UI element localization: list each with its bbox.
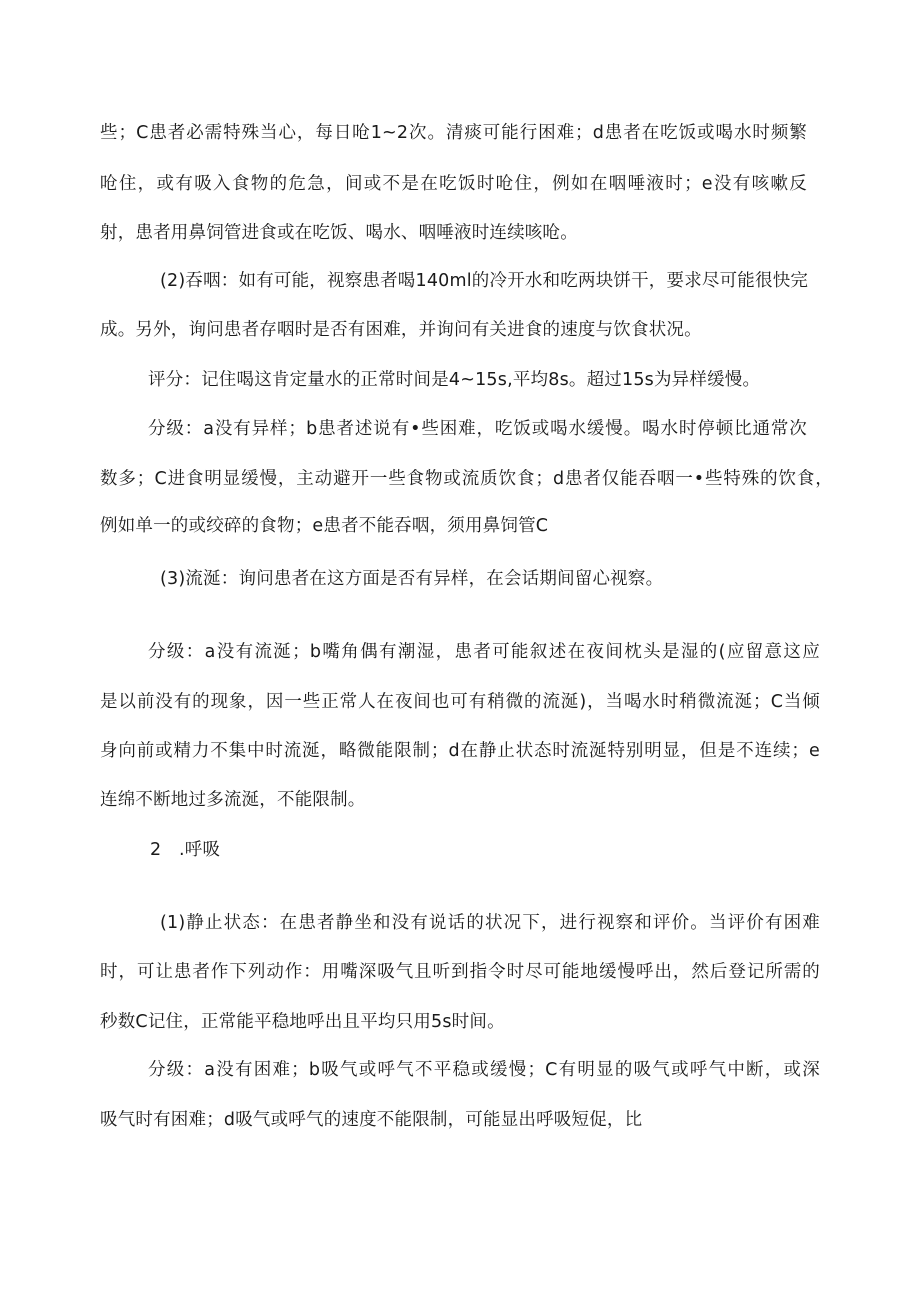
text-line: 些；C患者必需特殊当心，每日呛1~2次。清痰可能行困难；d患者在吃饭或喝水时频繁 xyxy=(100,123,807,143)
text-line: 成。另外，询问患者存咽时是否有困难，并询问有关进食的速度与饮食状况。 xyxy=(100,320,702,340)
text-line: 时，可让患者作下列动作：用嘴深吸气且听到指令时尽可能地缓慢呼出，然后登记所需的 xyxy=(100,962,820,982)
text-line: 数多；C进食明显缓慢，主动避开一些食物或流质饮食；d患者仅能吞咽一•些特殊的饮食， xyxy=(100,469,833,489)
text-line: 秒数C记住，正常能平稳地呼出且平均只用5s时间。 xyxy=(100,1012,505,1032)
scoring-line: 评分：记住喝这肯定量水的正常时间是4~15s,平均8s。超过15s为异样缓慢。 xyxy=(148,370,761,390)
section-item-rest-state: (1)静止状态：在患者静坐和没有说话的状况下，进行视察和评价。当评价有困难 xyxy=(160,913,820,933)
section-item-drooling: (3)流涎：询问患者在这方面是否有异样，在会话期间留心视察。 xyxy=(160,569,664,589)
text-line: 连绵不断地过多流涎，不能限制。 xyxy=(100,790,366,810)
grading-line: 分级：a没有流涎；b嘴角偶有潮湿，患者可能叙述在夜间枕头是湿的(应留意这应 xyxy=(148,642,820,662)
text-line: 呛住，或有吸入食物的危急，间或不是在吃饭时呛住，例如在咽唾液时；e没有咳嗽反 xyxy=(100,174,807,194)
section-item-swallowing: (2)吞咽：如有可能，视察患者喝140ml的冷开水和吃两块饼干，要求尽可能很快完 xyxy=(160,271,809,291)
section-heading-breathing: 2 .呼吸 xyxy=(150,840,221,860)
text-line: 例如单一的或绞碎的食物；e患者不能吞咽，须用鼻饲管C xyxy=(100,516,549,536)
text-line: 射，患者用鼻饲管进食或在吃饭、喝水、咽唾液时连续咳呛。 xyxy=(100,223,578,243)
grading-line: 分级：a没有异样；b患者述说有•些困难，吃饭或喝水缓慢。喝水时停顿比通常次 xyxy=(148,419,807,439)
text-line: 身向前或精力不集中时流涎，略微能限制；d在静止状态时流涎特别明显，但是不连续；e xyxy=(100,741,820,761)
text-line: 吸气时有困难；d吸气或呼气的速度不能限制，可能显出呼吸短促，比 xyxy=(100,1110,643,1130)
text-line: 是以前没有的现象，因一些正常人在夜间也可有稍微的流涎)，当喝水时稍微流涎；C当倾 xyxy=(100,692,820,712)
grading-line: 分级：a没有困难；b吸气或呼气不平稳或缓慢；C有明显的吸气或呼气中断，或深 xyxy=(148,1060,820,1080)
